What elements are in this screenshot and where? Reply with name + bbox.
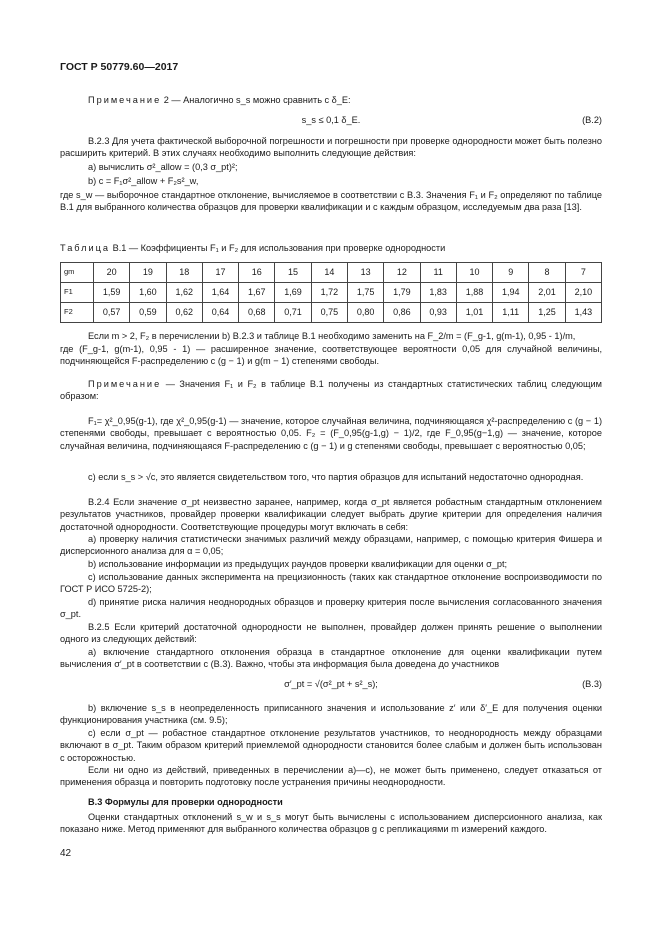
document-header: ГОСТ Р 50779.60—2017 bbox=[60, 61, 179, 73]
table-cell: 1,64 bbox=[202, 283, 238, 303]
paragraph-where-f: где (F_g-1, g(m-1), 0,95 - 1) — расширенное значение, соответствующее вероятности 0,05 для случайной величины, подчиняющейся F-распределению с (g − 1) и g(m − 1) степенями свободы. bbox=[60, 344, 602, 367]
table-cell: 0,80 bbox=[347, 303, 383, 323]
table-row bbox=[61, 303, 602, 323]
table-cell: 0,71 bbox=[275, 303, 311, 323]
table-cell: 17 bbox=[202, 263, 238, 283]
table-cell: 10 bbox=[456, 263, 492, 283]
table-cell: 2,01 bbox=[529, 283, 565, 303]
table-row bbox=[61, 283, 602, 303]
equation-formula: s_s ≤ 0,1 δ_E. bbox=[301, 115, 361, 125]
list-item-a: а) проверку наличия статистически значимых различий между образцами, например, с помощью критерия Фишера и дисперсионного анализа для α = 0,05; bbox=[60, 534, 602, 557]
table-cell: 1,72 bbox=[311, 283, 347, 303]
table-cell: 20 bbox=[94, 263, 130, 283]
table-cell: 0,64 bbox=[202, 303, 238, 323]
note-text: — Значения F₁ и F₂ в таблице B.1 получены из стандартных статистических таблиц следующим образом: bbox=[60, 379, 602, 402]
list-item-a: а) включение стандартного отклонения образца в стандартное отклонение для оценки квалификации путем вычисления σ′_pt в соответствии с (B.3). Важно, чтобы эта информация была доведена до участников bbox=[60, 647, 602, 670]
table-cell: 11 bbox=[420, 263, 456, 283]
list-item-a: а) вычислить σ²_allow = (0,3 σ_pt)²; bbox=[88, 162, 238, 172]
paragraph-b3: Оценки стандартных отклонений s_w и s_s могут быть вычислены с использованием дисперсионного анализа, как показано ниже. Метод применяют для выбранного количества образцов g с репликациями m измерений каждого. bbox=[60, 812, 602, 835]
page-number: 42 bbox=[60, 848, 72, 859]
equation-formula: σ′_pt = √(σ²_pt + s²_s); bbox=[284, 679, 378, 689]
table-cell: 1,25 bbox=[529, 303, 565, 323]
table-cell: 19 bbox=[130, 263, 166, 283]
equation-number: (B.3) bbox=[582, 679, 602, 689]
table-cell: 1,11 bbox=[493, 303, 529, 323]
table-cell: 13 bbox=[347, 263, 383, 283]
table-cell: 1,62 bbox=[166, 283, 202, 303]
coefficients-table bbox=[60, 262, 602, 323]
table-cell: 8 bbox=[529, 263, 565, 283]
table-caption bbox=[60, 242, 602, 254]
table-cell: gm bbox=[61, 263, 94, 283]
note-label: Примечание bbox=[88, 95, 162, 105]
table-cell: 0,93 bbox=[420, 303, 456, 323]
table-cell: 1,75 bbox=[347, 283, 383, 303]
table-cell: 0,57 bbox=[94, 303, 130, 323]
paragraph-if-m: Если m > 2, F₂ в перечислении b) B.2.3 и таблице B.1 необходимо заменить на F_2/m = (F_g-1, g(m-1), 0,95 - 1)/m, bbox=[88, 331, 576, 341]
table-cell: 14 bbox=[311, 263, 347, 283]
table-cell: 1,94 bbox=[493, 283, 529, 303]
table-cell: 15 bbox=[275, 263, 311, 283]
table-caption-label: Таблица bbox=[60, 243, 111, 253]
list-item-c: с) использование данных эксперимента на прецизионность (таких как стандартное отклонение воспроизводимости по ГОСТ Р ИСО 5725-2); bbox=[60, 572, 602, 595]
paragraph-f1-def: F₁= χ²_0,95(g-1), где χ²_0,95(g-1) — значение, которое случайная величина, подчиняющаяся χ²-распределению с (g − 1) степенями свободы, превышает с вероятностью 0,05. F₂ = (F_0,95(g-1,g) − 1)/2, где F_0,95(g−1,g) — значение, которое случайная величина, подчиняющаяся F-распределению с (g − 1) и g степенями свободы, превышает с вероятностью 0,05; bbox=[60, 416, 602, 451]
equation-b3 bbox=[60, 678, 602, 692]
table-cell: 1,88 bbox=[456, 283, 492, 303]
equation-b2 bbox=[60, 114, 602, 128]
table-cell: 12 bbox=[384, 263, 420, 283]
list-item-b: b) использование информации из предыдущих раундов проверки квалификации для оценки σ_pt; bbox=[88, 559, 508, 569]
section-title-b3: B.3 Формулы для проверки однородности bbox=[88, 797, 283, 807]
table-cell: 2,10 bbox=[565, 283, 601, 303]
table-cell: F1 bbox=[61, 283, 94, 303]
table-cell: 0,68 bbox=[239, 303, 275, 323]
list-item-b: b) c = F₁σ²_allow + F₂s²_w, bbox=[88, 176, 199, 186]
paragraph-b2-5: B.2.5 Если критерий достаточной однородности не выполнен, провайдер должен принять решение о выполнении одного из следующих действий: bbox=[60, 622, 602, 645]
list-item-c: с) если s_s > √c, это является свидетельством того, что партия образцов для испытаний недостаточно однородная. bbox=[88, 472, 584, 482]
list-item-c: с) если σ_pt — робастное стандартное отклонение результатов участников, то неоднородность между образцами включают в σ_pt. Таким образом критерий приемлемой однородности становится более слабым и должен быть использован с осторожностью. bbox=[60, 728, 602, 763]
table-cell: 16 bbox=[239, 263, 275, 283]
list-item-b: b) включение s_s в неопределенность приписанного значения и использование z′ или δ′_E для получения оценки функционирования участника (см. 9.5); bbox=[60, 703, 602, 726]
paragraph-none-applicable: Если ни одно из действий, приведенных в перечислении а)—с), не может быть применено, следует отказаться от применения образца и повторить подготовку после устранения причины неоднородности. bbox=[60, 765, 602, 788]
note-2 bbox=[60, 94, 602, 106]
table-row bbox=[61, 263, 602, 283]
table-cell: 9 bbox=[493, 263, 529, 283]
table-cell: 0,62 bbox=[166, 303, 202, 323]
paragraph-b2-3: B.2.3 Для учета фактической выборочной погрешности и погрешности при проверке однородности может быть полезно расширить критерий. В этих случаях необходимо выполнить следующие действия: bbox=[60, 136, 602, 159]
table-cell: 1,01 bbox=[456, 303, 492, 323]
table-cell: 18 bbox=[166, 263, 202, 283]
table-cell: 7 bbox=[565, 263, 601, 283]
table-cell: 0,86 bbox=[384, 303, 420, 323]
table-cell: 1,43 bbox=[565, 303, 601, 323]
equation-number: (B.2) bbox=[582, 115, 602, 125]
table-cell: 1,60 bbox=[130, 283, 166, 303]
note-label: Примечание bbox=[88, 379, 162, 389]
table-cell: 0,75 bbox=[311, 303, 347, 323]
table-cell: 1,67 bbox=[239, 283, 275, 303]
table-cell: 1,83 bbox=[420, 283, 456, 303]
table-cell: 1,79 bbox=[384, 283, 420, 303]
table-cell: 0,59 bbox=[130, 303, 166, 323]
note-3 bbox=[60, 378, 602, 403]
note-text: 2 — Аналогично s_s можно сравнить с δ_E: bbox=[161, 95, 351, 105]
paragraph-b2-4: B.2.4 Если значение σ_pt неизвестно заранее, например, когда σ_pt является робастным стандартным отклонением результатов участников, провайдер проверки квалификации следует выбрать другие критерии для определения наличия достаточной однородности. Соответствующие процедуры могут включать в себя: bbox=[60, 497, 602, 532]
table-caption-text: B.1 — Коэффициенты F₁ и F₂ для использования при проверке однородности bbox=[110, 243, 446, 253]
table-cell: 1,59 bbox=[94, 283, 130, 303]
table-cell: F2 bbox=[61, 303, 94, 323]
paragraph-where-sw: где s_w — выборочное стандартное отклонение, вычисляемое в соответствии с B.3. Значения F₁ и F₂ определяют по таблице B.1 для выбранного количества образцов для проверки квалификации и с каждым образцом, исследуемым два раза [13]. bbox=[60, 190, 602, 213]
table-cell: 1,69 bbox=[275, 283, 311, 303]
list-item-d: d) принятие риска наличия неоднородных образцов и проверку критерия после вычисления согласованного значения σ_pt. bbox=[60, 597, 602, 620]
